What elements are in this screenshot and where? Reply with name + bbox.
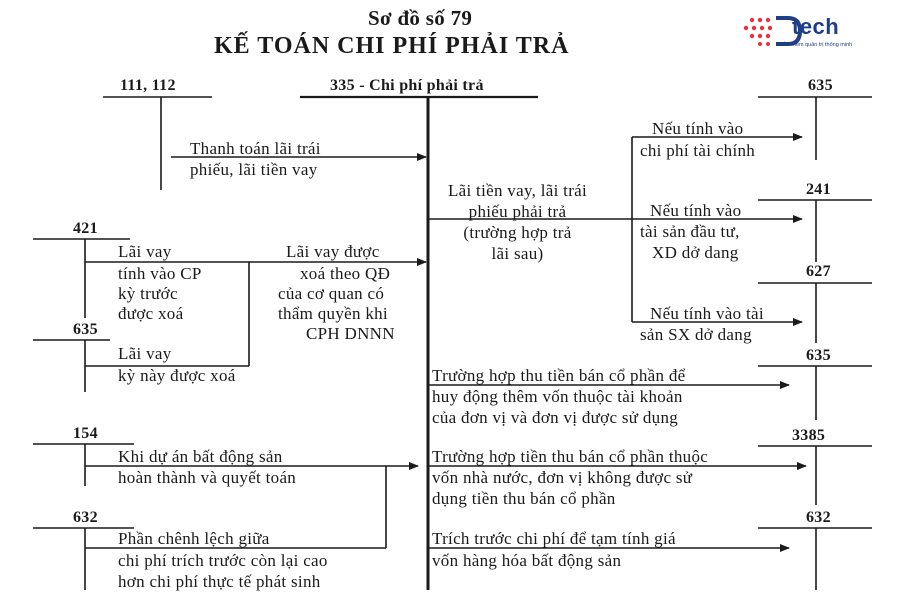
entry-lai-vay-ky-nay-2: kỳ này được xoá [118, 366, 236, 385]
entry-thanh-toan-1: Thanh toán lãi trái [190, 139, 321, 158]
account-111-112: 111, 112 [120, 77, 176, 94]
logo-wordmark: tech [792, 14, 840, 39]
account-627: 627 [806, 263, 831, 280]
entry-lai-tien-vay-4: lãi sau) [491, 244, 544, 263]
account-635-top: 635 [808, 77, 833, 94]
entry-von-nha-nuoc-1: Trường hợp tiền thu bán cổ phần thuộc [432, 447, 709, 466]
logo-tagline: Phần mềm quản trị thông minh [777, 42, 853, 48]
diagram-title: KẾ TOÁN CHI PHÍ PHẢI TRẢ [214, 33, 570, 59]
account-632-right: 632 [806, 509, 831, 526]
entry-chenh-lech-3: hơn chi phí thực tế phát sinh [118, 572, 321, 591]
account-3385: 3385 [792, 427, 826, 444]
entry-thanh-toan-2: phiếu, lãi tiền vay [190, 160, 318, 179]
entry-lai-tien-vay-2: phiếu phải trả [468, 202, 567, 221]
entry-neu-tinh-sx-2: sản SX dở dang [640, 325, 752, 344]
entry-lai-vay-ky-truoc-1: Lãi vay [118, 242, 172, 261]
entry-von-nha-nuoc-3: dụng tiền thu bán cổ phần [432, 489, 616, 508]
entry-neu-tinh-tc-1: Nếu tính vào [652, 119, 744, 138]
account-635-left: 635 [73, 321, 98, 338]
account-335: 335 - Chi phí phải trả [330, 77, 484, 94]
entry-neu-tinh-xd-3: XD dở dang [652, 243, 739, 262]
entry-lai-vay-ky-nay-1: Lãi vay [118, 344, 172, 363]
entry-lai-vay-xoa-qd-5: CPH DNNN [306, 324, 395, 343]
account-241: 241 [806, 181, 831, 198]
entry-chenh-lech-1: Phần chênh lệch giữa [118, 529, 270, 548]
entry-lai-vay-xoa-qd-2: xoá theo QĐ [300, 264, 391, 283]
entry-chenh-lech-2: chi phí trích trước còn lại cao [118, 551, 328, 570]
entry-neu-tinh-xd-1: Nếu tính vào [650, 201, 742, 220]
entry-ban-co-phan-3: của đơn vị và đơn vị được sử dụng [432, 408, 679, 427]
account-632-left: 632 [73, 509, 98, 526]
entry-neu-tinh-tc-2: chi phí tài chính [640, 141, 756, 160]
account-154: 154 [73, 425, 98, 442]
entry-lai-tien-vay-1: Lãi tiền vay, lãi trái [447, 181, 588, 200]
entry-lai-vay-ky-truoc-3: kỳ trước [118, 284, 178, 303]
entry-lai-vay-xoa-qd-4: thẩm quyền khi [278, 304, 388, 323]
account-421: 421 [73, 220, 98, 237]
entry-von-nha-nuoc-2: vốn nhà nước, đơn vị không được sử [432, 468, 693, 487]
entry-ban-co-phan-2: huy động thêm vốn thuộc tài khoản [432, 387, 683, 406]
entry-ban-co-phan-1: Trường hợp thu tiền bán cổ phần để [432, 366, 686, 385]
account-635-right: 635 [806, 347, 831, 364]
entry-neu-tinh-sx-1: Nếu tính vào tài [650, 304, 764, 323]
entry-du-an-bds-2: hoàn thành và quyết toán [118, 468, 297, 487]
entry-neu-tinh-xd-2: tài sản đầu tư, [640, 222, 740, 241]
entry-du-an-bds-1: Khi dự án bất động sản [118, 447, 283, 466]
entry-lai-vay-xoa-qd-1: Lãi vay được [286, 242, 380, 261]
entry-trich-truoc-2: vốn hàng hóa bất động sản [432, 551, 622, 570]
entry-lai-vay-ky-truoc-4: được xoá [118, 304, 184, 323]
diagram-number: Sơ đồ số 79 [368, 6, 473, 30]
entry-trich-truoc-1: Trích trước chi phí để tạm tính giá [432, 529, 676, 548]
entry-lai-vay-xoa-qd-3: của cơ quan có [278, 284, 385, 303]
entry-lai-vay-ky-truoc-2: tính vào CP [118, 264, 202, 283]
entry-lai-tien-vay-3: (trường hợp trả [463, 223, 572, 242]
